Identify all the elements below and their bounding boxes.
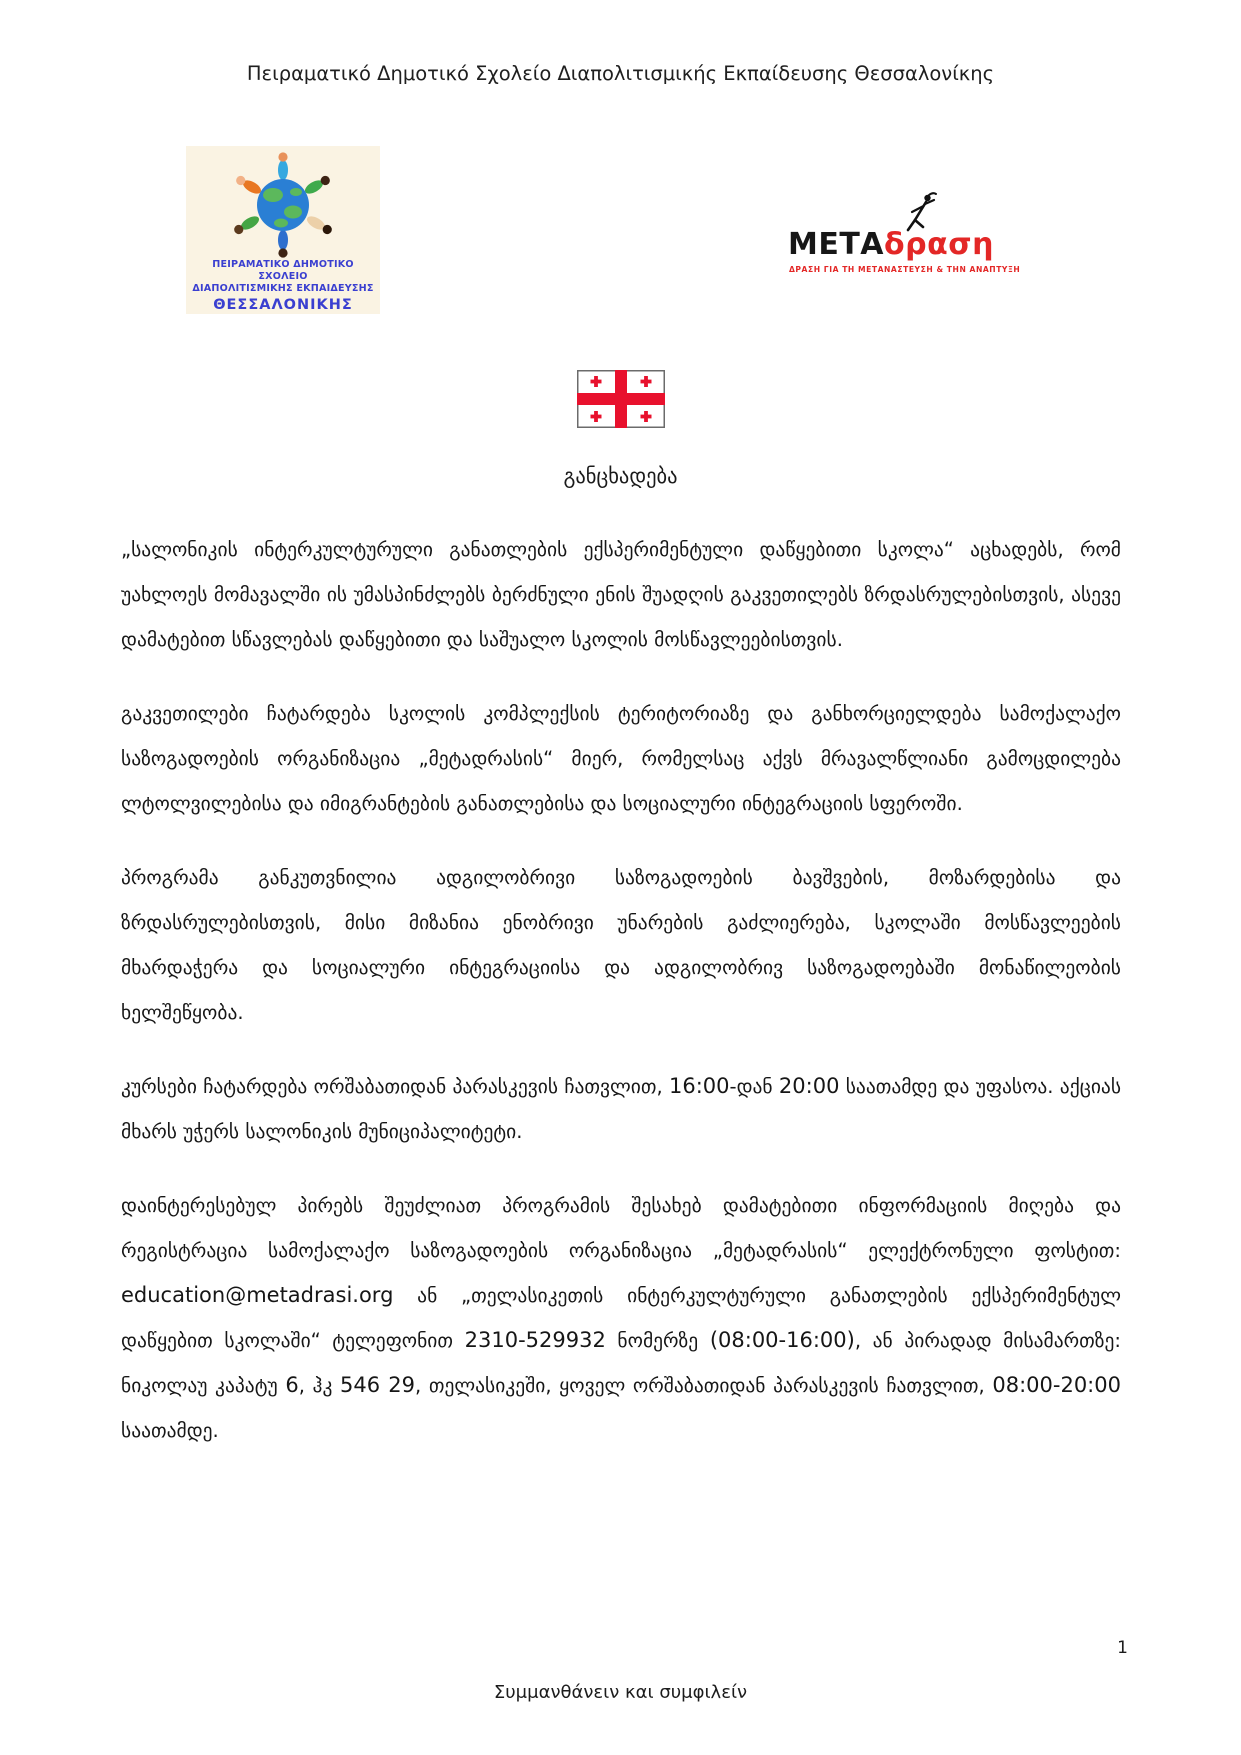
- school-logo: [186, 146, 380, 314]
- page-header-school-name: Πειραματικό Δημοτικό Σχολείο Διαπολιτισμικής Εκπαίδευσης Θεσσαλονίκης: [246, 62, 995, 85]
- georgian-text-run: კურსები ჩატარდება ორშაბათიდან პარასკევის ჩათვლით,: [121, 1075, 669, 1098]
- georgian-text-run: პროგრამა განკუთვნილია ადგილობრივი საზოგადოების ბავშვების, მოზარდებისა და ზრდასრულებისთვის, მისი მიზანია ენობრივი უნარების გაძლიერება, სკოლაში მოსწავლეების მხარდაჭერა და სოციალური ინტეგრაციისა და ადგილობრივ საზოგადოებაში მონაწილეობის ხელშეწყობა.: [121, 866, 1121, 1024]
- school-logo-line1: ΠΕΙΡΑΜΑΤΙΚΟ ΔΗΜΟΤΙΚΟ ΣΧΟΛΕΙΟ: [212, 259, 354, 282]
- latin-text-run: (08:00-16:00): [709, 1328, 855, 1352]
- georgian-text-run: , ჰკ: [298, 1374, 341, 1397]
- georgian-text-run: , ან პირადად მისამართზე: ნიკოლაუ კაპატუ: [121, 1329, 1122, 1397]
- school-logo-text: [186, 259, 380, 314]
- georgia-flag-icon: [577, 370, 665, 432]
- metadrasi-wordmark: [788, 227, 994, 262]
- school-logo-line2: ΔΙΑΠΟΛΙΤΙΣΜΙΚΗΣ ΕΚΠΑΙΔΕΥΣΗΣ: [192, 282, 374, 294]
- metadrasi-logo: [788, 194, 1021, 278]
- children-around-globe-icon: [193, 150, 373, 258]
- page-number: 1: [1117, 1638, 1128, 1658]
- georgian-text-run: გაკვეთილები ჩატარდება სკოლის კომპლექსის ტერიტორიაზე და განხორციელდება სამოქალაქო საზოგადოების ორგანიზაცია „მეტადრასის“ მიერ, რომელსაც აქვს მრავალწლიანი გამოცდილება ლტოლვილებისა და იმიგრანტების განათლებისა და სოციალური ინტეგრაციის სფეროში.: [121, 702, 1121, 815]
- georgian-text-run: საათამდე და უფასოა. აქციას მხარს უჭერს სალონიკის მუნიციპალიტეტი.: [121, 1075, 1122, 1143]
- paragraph: [121, 1064, 1121, 1154]
- paragraph: [121, 527, 1121, 662]
- georgian-text-run: დაინტერესებულ პირებს შეუძლიათ პროგრამის შესახებ დამატებითი ინფორმაციის მიღება და რეგისტრაცია სამოქალაქო საზოგადოების ორგანიზაცია „მეტადრასის“ ელექტრონული ფოსტით:: [121, 1194, 1121, 1262]
- latin-text-run: 08:00-20:00: [992, 1373, 1121, 1397]
- georgian-text-run: „სალონიკის ინტერკულტურული განათლების ექსპერიმენტული დაწყებითი სკოლა“ აცხადებს, რომ უახლოეს მომავალში ის უმასპინძლებს ბერძნული ენის შუადღის გაკვეთილებს ზრდასრულებისთვის, ასევე დამატებით სწავლებას დაწყებითი და საშუალო სკოლის მოსწავლეებისთვის.: [121, 538, 1121, 651]
- footer-motto: Συμμανθάνειν και συμφιλείν: [493, 1682, 748, 1703]
- paragraph: [121, 1183, 1121, 1453]
- school-logo-line3: ΘΕΣΣΑΛΟΝΙΚΗΣ: [213, 296, 353, 313]
- metadrasi-tagline: ΔΡΑΣΗ ΓΙΑ ΤΗ ΜΕΤΑΝΑΣΤΕΥΣΗ & ΤΗΝ ΑΝΑΠΤΥΞΗ: [789, 265, 1021, 274]
- latin-text-run: 546 29: [340, 1373, 415, 1397]
- metadrasi-wordmark-red: δραση: [884, 227, 994, 262]
- paragraph: [121, 691, 1121, 826]
- georgian-text-run: , თელასიკეში, ყოველ ორშაბათიდან პარასკევის ჩათვლით,: [414, 1374, 993, 1397]
- georgian-text-run: ნომერზე: [605, 1329, 710, 1352]
- latin-text-run: 16:00: [669, 1074, 730, 1098]
- document-title: განცხადება: [563, 464, 678, 488]
- metadrasi-wordmark-black: ΜΕΤΑ: [788, 227, 885, 262]
- georgian-text-run: საათამდე.: [121, 1419, 219, 1442]
- latin-text-run: education@metadrasi.org: [121, 1283, 394, 1307]
- georgian-text-run: ან „თელასიკეთის ინტერკულტურული განათლების ექსპერიმენტულ დაწყებით სკოლაში“ ტელეფონით: [121, 1284, 1121, 1352]
- latin-text-run: 20:00: [778, 1074, 840, 1098]
- document-body: [121, 527, 1121, 1482]
- latin-text-run: 6: [285, 1373, 299, 1397]
- latin-text-run: 2310-529932: [464, 1328, 606, 1352]
- georgian-text-run: -დან: [729, 1075, 779, 1098]
- paragraph: [121, 855, 1121, 1035]
